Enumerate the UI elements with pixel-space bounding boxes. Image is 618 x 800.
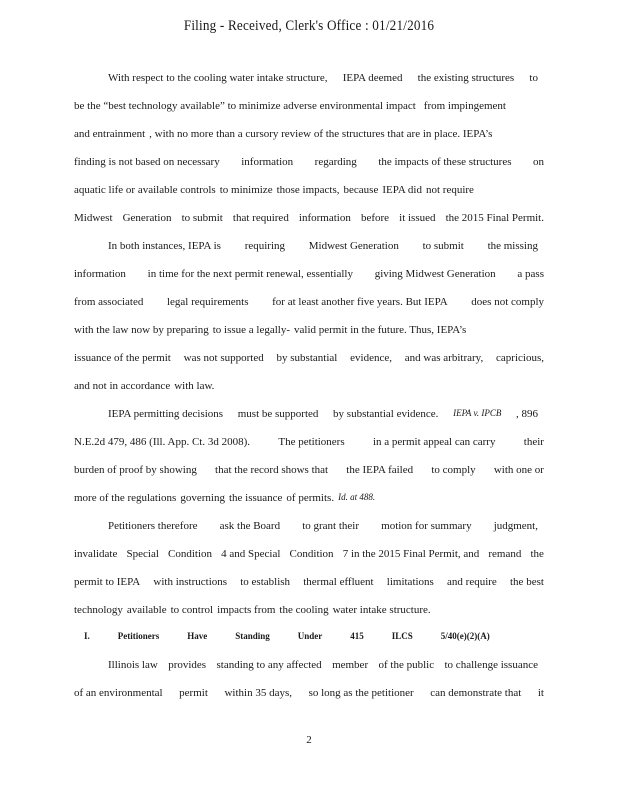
text-fragment: of the public [378, 659, 435, 671]
text-fragment: must be supported [237, 408, 319, 420]
text-fragment: by substantial [276, 352, 338, 364]
text-fragment: before [360, 212, 390, 224]
text-fragment: requiring [244, 240, 286, 252]
text-fragment: the impacts of these structures [378, 156, 512, 168]
text-fragment: 7 in the 2015 Final Permit, and [342, 548, 480, 560]
heading-word: Standing [235, 631, 270, 641]
text-fragment: with law. [174, 380, 215, 392]
text-fragment: Condition [289, 548, 334, 560]
text-line [74, 212, 544, 224]
text-line [108, 520, 538, 532]
section-heading [84, 631, 490, 641]
text-line [74, 604, 544, 616]
page-number: 2 [306, 734, 312, 746]
text-fragment: to [529, 72, 538, 84]
text-fragment: technology [74, 604, 123, 616]
text-fragment: was not supported [183, 352, 264, 364]
text-fragment: information [241, 156, 294, 168]
text-fragment: more of the regulations [74, 492, 177, 504]
text-fragment: to submit [422, 240, 464, 252]
text-fragment: information [298, 212, 351, 224]
text-fragment: on [533, 156, 544, 168]
text-fragment: Condition [168, 548, 213, 560]
text-fragment: thermal effluent [303, 576, 374, 588]
text-line [108, 408, 538, 420]
text-line [74, 492, 544, 504]
text-fragment: in time for the next permit renewal, essentially [147, 268, 353, 280]
text-fragment: finding is not based on necessary [74, 156, 220, 168]
text-fragment: permit to IEPA [74, 576, 141, 588]
text-fragment: so long as the petitioner [308, 687, 414, 699]
text-fragment: remand [488, 548, 522, 560]
heading-number: I. [84, 631, 90, 641]
text-fragment: legal requirements [166, 296, 249, 308]
text-fragment: it issued [399, 212, 436, 224]
text-fragment: not require [425, 184, 474, 196]
text-fragment: evidence, [350, 352, 392, 364]
heading-word: Have [187, 631, 208, 641]
text-fragment: that the record shows that [215, 464, 329, 476]
text-fragment: , with no more than a cursory review of the structures that are in place. IEPA’s [149, 128, 493, 140]
text-fragment: water intake structure. [332, 604, 431, 616]
text-fragment: standing to any affected [216, 659, 322, 671]
text-fragment: can demonstrate that [430, 687, 522, 699]
text-fragment: by substantial evidence. [333, 408, 439, 420]
text-fragment: does not comply [471, 296, 544, 308]
text-line [74, 324, 544, 336]
text-line [74, 268, 544, 280]
heading-word: 5/40(e)(2)(A) [440, 631, 490, 641]
text-fragment: limitations [386, 576, 434, 588]
text-fragment: The petitioners [278, 436, 345, 448]
text-fragment: because [343, 184, 379, 196]
text-fragment: with the law now by preparing [74, 324, 209, 336]
text-line [74, 687, 544, 699]
text-fragment: aquatic life or available controls [74, 184, 216, 196]
text-fragment: for at least another five years. But IEPA [272, 296, 448, 308]
heading-word: Petitioners [117, 631, 160, 641]
text-fragment: ask the Board [219, 520, 281, 532]
text-fragment: 4 and Special [221, 548, 281, 560]
text-fragment: and not in accordance [74, 380, 171, 392]
text-line [74, 352, 544, 364]
text-fragment: valid permit in the future. Thus, IEPA’s [294, 324, 467, 336]
text-line [74, 100, 544, 112]
text-fragment: the cooling [279, 604, 329, 616]
text-fragment: giving Midwest Generation [374, 268, 496, 280]
text-fragment: to submit [181, 212, 223, 224]
text-fragment: of permits. [286, 492, 335, 504]
text-fragment: issuance of the permit [74, 352, 171, 364]
text-fragment: burden of proof by showing [74, 464, 197, 476]
text-fragment: , 896 [515, 408, 538, 420]
text-line [74, 184, 544, 196]
text-fragment: those impacts, [276, 184, 340, 196]
text-fragment: impacts from [217, 604, 276, 616]
text-fragment: motion for summary [381, 520, 472, 532]
text-fragment: governing [180, 492, 225, 504]
text-fragment: invalidate [74, 548, 118, 560]
text-fragment: and was arbitrary, [404, 352, 484, 364]
text-fragment: of an environmental [74, 687, 163, 699]
text-fragment: with instructions [153, 576, 228, 588]
text-fragment: to challenge issuance [444, 659, 538, 671]
text-fragment: and require [447, 576, 497, 588]
text-fragment: capricious, [496, 352, 544, 364]
text-line [74, 436, 544, 448]
text-fragment: the IEPA failed [346, 464, 414, 476]
text-fragment: to control [170, 604, 214, 616]
text-fragment: member [332, 659, 369, 671]
text-fragment: within 35 days, [224, 687, 292, 699]
text-fragment: With respect to the cooling water intake structure, [108, 72, 328, 84]
text-fragment: that required [232, 212, 289, 224]
text-fragment: judgment, [493, 520, 538, 532]
text-fragment: and entrainment [74, 128, 146, 140]
text-fragment: in a permit appeal can carry [372, 436, 496, 448]
text-fragment: Midwest [74, 212, 113, 224]
text-fragment: N.E.2d 479, 486 (Ill. App. Ct. 3d 2008). [74, 436, 250, 448]
text-fragment: the issuance [228, 492, 283, 504]
text-fragment: Midwest Generation [308, 240, 399, 252]
text-fragment: provides [168, 659, 207, 671]
text-fragment: Generation [122, 212, 172, 224]
text-fragment: IEPA v. IPCB [453, 408, 502, 418]
text-line [108, 72, 538, 84]
text-fragment: Illinois law [108, 659, 158, 671]
text-fragment: permit [179, 687, 208, 699]
heading-word: Under [297, 631, 323, 641]
text-fragment: with one or [493, 464, 544, 476]
text-line [74, 296, 544, 308]
text-line [74, 128, 544, 140]
text-fragment: IEPA deemed [342, 72, 403, 84]
text-fragment: In both instances, IEPA is [108, 240, 221, 252]
text-fragment: available [126, 604, 167, 616]
text-fragment: the 2015 Final Permit. [445, 212, 544, 224]
text-fragment: from associated [74, 296, 144, 308]
text-fragment: Special [126, 548, 159, 560]
text-line [74, 464, 544, 476]
heading-word: ILCS [391, 631, 413, 641]
text-fragment: to minimize [219, 184, 273, 196]
text-line [74, 548, 544, 560]
text-fragment: from impingement [423, 100, 506, 112]
text-fragment: a pass [517, 268, 544, 280]
heading-word: 415 [350, 631, 364, 641]
text-line [108, 659, 538, 671]
text-fragment: to grant their [302, 520, 360, 532]
text-fragment: the [530, 548, 544, 560]
text-line [74, 576, 544, 588]
text-fragment: their [523, 436, 544, 448]
text-line [74, 380, 544, 392]
text-line [74, 156, 544, 168]
text-fragment: the best [510, 576, 544, 588]
text-fragment: be the “best technology available” to minimize adverse environmental impact [74, 100, 416, 112]
text-fragment: Id. at 488. [338, 492, 376, 502]
filing-header: Filing - Received, Clerk's Office : 01/21/2016 [183, 18, 435, 34]
text-fragment: the existing structures [417, 72, 515, 84]
text-line [108, 240, 538, 252]
text-fragment: IEPA permitting decisions [108, 408, 224, 420]
text-fragment: regarding [314, 156, 357, 168]
text-fragment: it [537, 687, 544, 699]
text-fragment: Petitioners therefore [108, 520, 198, 532]
text-fragment: to comply [431, 464, 476, 476]
text-fragment: the missing [487, 240, 538, 252]
text-fragment: information [74, 268, 126, 280]
text-fragment: to establish [240, 576, 291, 588]
text-fragment: to issue a legally- [212, 324, 291, 336]
text-fragment: IEPA did [382, 184, 422, 196]
